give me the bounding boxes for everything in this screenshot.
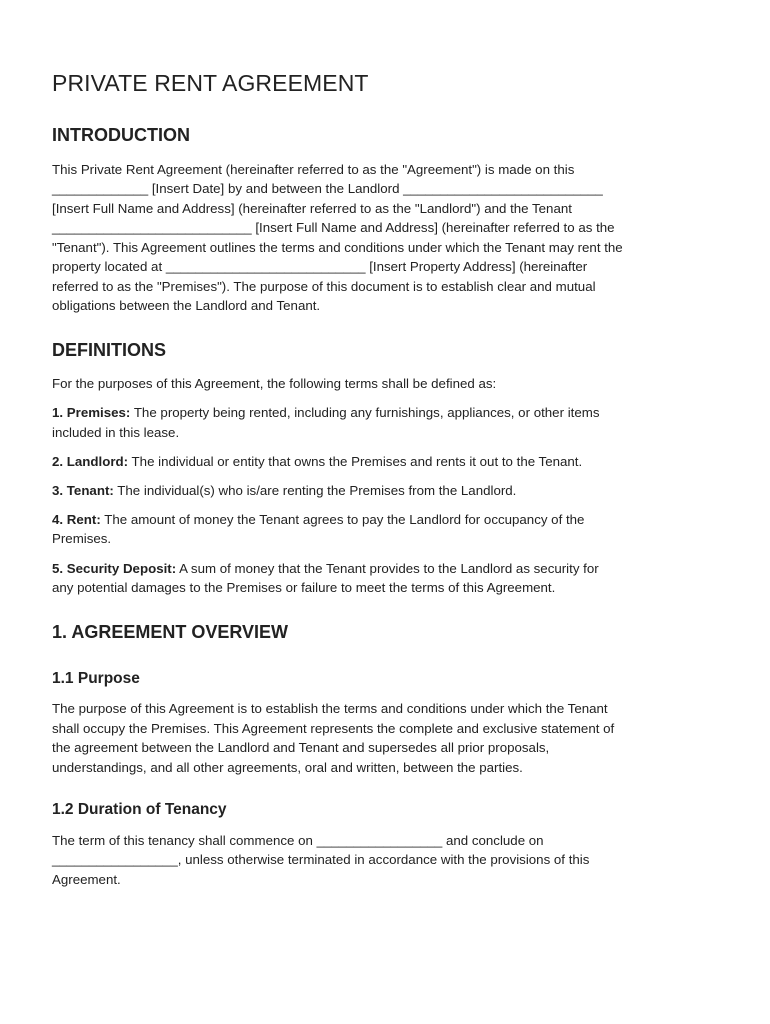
definition-line: Premises. (52, 531, 112, 546)
paragraph-line: understandings, and all other agreements, oral and written, between the parties. (52, 760, 523, 775)
paragraph-line: The term of this tenancy shall commence on _________________ and conclude on (52, 833, 544, 848)
definition-text: The individual or entity that owns the Premises and rents it out to the Tenant. (128, 454, 583, 469)
definition-term: 5. Security Deposit: (52, 561, 177, 576)
duration-heading: 1.2 Duration of Tenancy (52, 801, 227, 818)
paragraph-line: ___________________________ [Insert Full Name and Address] (hereinafter referred to as the (52, 220, 615, 235)
paragraph-line: The purpose of this Agreement is to establish the terms and conditions under which the Tenant (52, 701, 608, 716)
paragraph-line: shall occupy the Premises. This Agreement represents the complete and exclusive statement of (52, 721, 615, 736)
definition-text: A sum of money that the Tenant provides to the Landlord as security for (176, 561, 599, 576)
purpose-heading: 1.1 Purpose (52, 670, 140, 687)
definition-line (52, 512, 584, 528)
paragraph-line: _____________ [Insert Date] by and between the Landlord ___________________________ (52, 181, 603, 196)
paragraph-line: referred to as the "Premises"). The purpose of this document is to establish clear and mutual (52, 279, 596, 294)
agreement-overview-heading: 1. AGREEMENT OVERVIEW (52, 622, 289, 642)
definition-term: 4. Rent: (52, 512, 101, 527)
definitions-intro: For the purposes of this Agreement, the following terms shall be defined as: (52, 376, 497, 391)
paragraph-line: [Insert Full Name and Address] (hereinafter referred to as the "Landlord") and the Tenant (52, 201, 572, 216)
definitions-heading: DEFINITIONS (52, 340, 167, 360)
paragraph-line: obligations between the Landlord and Tenant. (52, 298, 321, 313)
definition-term: 3. Tenant: (52, 483, 114, 498)
paragraph-line: Agreement. (52, 872, 121, 887)
definition-line (52, 483, 516, 499)
paragraph-line: "Tenant"). This Agreement outlines the terms and conditions under which the Tenant may rent the (52, 240, 623, 255)
paragraph-line: _________________, unless otherwise terminated in accordance with the provisions of this (52, 852, 590, 867)
definition-term: 2. Landlord: (52, 454, 129, 469)
definition-term: 1. Premises: (52, 405, 131, 420)
definition-line (52, 454, 582, 470)
definition-line (52, 405, 599, 421)
definition-line: included in this lease. (52, 425, 180, 440)
definition-text: The property being rented, including any furnishings, appliances, or other items (130, 405, 600, 420)
document-title: PRIVATE RENT AGREEMENT (52, 70, 369, 96)
definition-text: The amount of money the Tenant agrees to pay the Landlord for occupancy of the (100, 512, 585, 527)
introduction-heading: INTRODUCTION (52, 125, 190, 145)
definition-line (52, 561, 599, 577)
definition-text: The individual(s) who is/are renting the Premises from the Landlord. (113, 483, 517, 498)
paragraph-line: the agreement between the Landlord and Tenant and supersedes all prior proposals, (52, 740, 550, 755)
paragraph-line: This Private Rent Agreement (hereinafter referred to as the "Agreement") is made on this (52, 162, 575, 177)
paragraph-line: property located at ___________________________ [Insert Property Address] (hereinafter (52, 259, 588, 274)
definition-line: any potential damages to the Premises or failure to meet the terms of this Agreement. (52, 580, 556, 595)
